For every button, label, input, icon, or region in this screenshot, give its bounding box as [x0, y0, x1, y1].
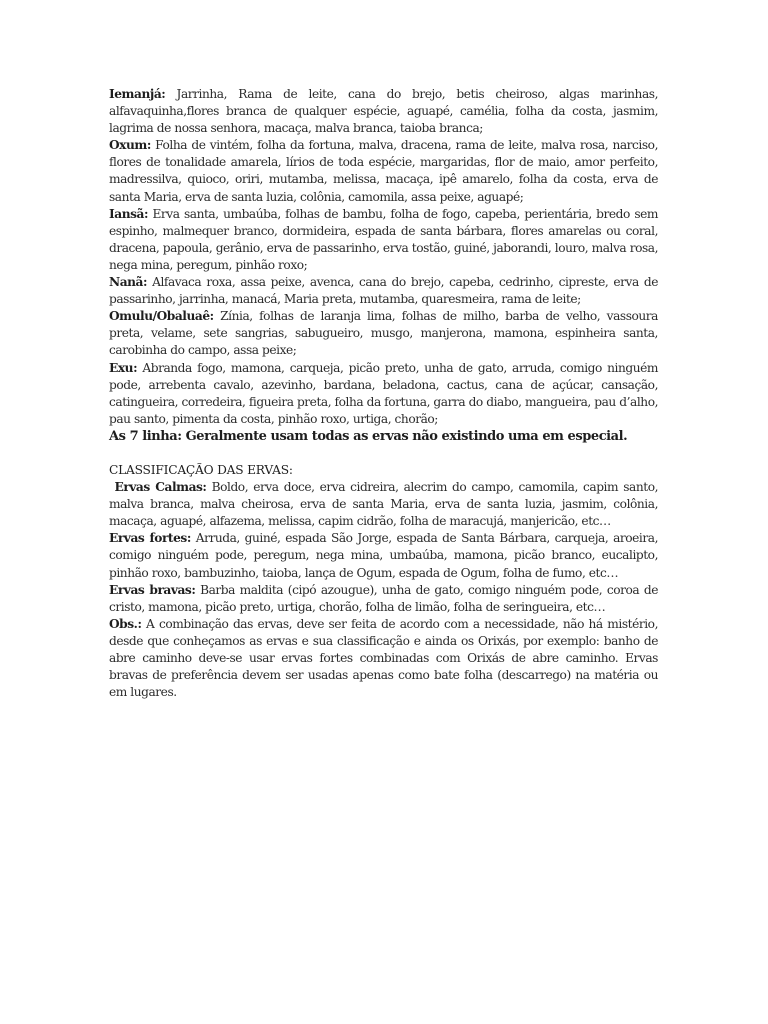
entry-label: Omulu/Obaluaê:: [109, 309, 214, 324]
spacer: [109, 445, 658, 462]
entry-ervas-calmas: [109, 479, 658, 530]
entry-oxum: [109, 137, 658, 205]
entry-text: Folha de vintém, folha da fortuna, malva, dracena, rama de leite, malva rosa, narciso, flores de tonalidade amarela, lírios de toda espécie, margaridas, flor de maio, amor perfeito, madressilva, quioco, oriri, mutamba, melissa, macaça, ipê amarelo, folha da costa, erva de santa Maria, erva de santa luzia, colônia, camomila, assa peixe, aguapé;: [109, 138, 658, 204]
entry-obs: [109, 616, 658, 701]
document-page: [109, 86, 658, 701]
entry-label: Iemanjá:: [109, 87, 166, 101]
entry-label: Exu:: [109, 360, 138, 375]
entry-text: Erva santa, umbaúba, folhas de bambu, folha de fogo, capeba, perientária, bredo sem espinho, malmequer branco, dormideira, espada de santa bárbara, flores amarelas ou coral, dracena, papoula, gerânio, erva de passarinho, erva tostão, guiné, jaborandi, louro, malva rosa, nega mina, peregum, pinhão roxo;: [109, 206, 658, 272]
entry-iansa: [109, 206, 658, 274]
entry-ervas-bravas: [109, 582, 658, 616]
entry-label: Obs.:: [109, 616, 142, 631]
entry-label: Ervas bravas:: [109, 582, 196, 597]
entry-label: Iansã:: [109, 206, 149, 221]
note-7-linha: [109, 428, 658, 445]
entry-text: A combinação das ervas, deve ser feita de acordo com a necessidade, não há mistério, desde que conheçamos as ervas e sua classificação e ainda os Orixás, por exemplo: banho de abre caminho deve-se usar ervas fortes combinadas com Orixás de abre caminho. Ervas bravas de preferência devem ser usadas apenas como bate folha (descarrego) na matéria ou em lugares.: [109, 616, 658, 700]
entry-nana: [109, 274, 658, 308]
entry-text: Barba maldita (cipó azougue), unha de gato, comigo ninguém pode, coroa de cristo, mamona, picão preto, urtiga, chorão, folha de limão, folha de seringueira, etc…: [109, 582, 658, 614]
entry-iemanja: [109, 86, 658, 137]
entry-text: Abranda fogo, mamona, carqueja, picão preto, unha de gato, arruda, comigo ninguém pode, arrebenta cavalo, azevinho, bardana, beladona, cactus, cana de açúcar, cansação, catingueira, corredeira, figueira preta, folha da fortuna, garra do diabo, mangueira, pau d’alho, pau santo, pimenta da costa, pinhão roxo, urtiga, chorão;: [109, 360, 659, 426]
entry-text: Alfavaca roxa, assa peixe, avenca, cana do brejo, capeba, cedrinho, cipreste, erva de passarinho, jarrinha, manacá, Maria preta, mutamba, quaresmeira, rama de leite;: [109, 275, 658, 307]
section-title: CLASSIFICAÇÃO DAS ERVAS:: [109, 462, 293, 477]
entry-text: Arruda, guiné, espada São Jorge, espada de Santa Bárbara, carqueja, aroeira, comigo ninguém pode, peregum, nega mina, umbaúba, mamona, picão branco, eucalipto, pinhão roxo, bambuzinho, taioba, lança de Ogum, espada de Ogum, folha de fumo, etc…: [109, 531, 658, 580]
note-label: As 7 linha:: [109, 428, 182, 444]
entry-label: Nanã:: [109, 275, 148, 290]
entry-text: Zínia, folhas de laranja lima, folhas de milho, barba de velho, vassoura preta, velame, sete sangrias, sabugueiro, musgo, manjerona, mamona, espinheira santa, carobinha do campo, assa peixe;: [109, 309, 658, 358]
entry-exu: [109, 360, 658, 428]
entry-label: Ervas fortes:: [109, 531, 191, 546]
entry-label: Ervas Calmas:: [109, 480, 207, 495]
note-text: Geralmente usam todas as ervas não existindo uma em especial.: [181, 428, 628, 444]
entry-text: Jarrinha, Rama de leite, cana do brejo, betis cheiroso, algas marinhas, alfavaquinha,flores branca de qualquer espécie, aguapé, camélia, folha da costa, jasmim, lagrima de nossa senhora, macaça, malva branca, taioba branca;: [109, 87, 658, 136]
entry-label: Oxum:: [109, 138, 151, 153]
entry-text: Boldo, erva doce, erva cidreira, alecrim do campo, camomila, capim santo, malva branca, malva cheirosa, erva de santa Maria, erva de santa luzia, jasmim, colônia, macaça, aguapé, alfazema, melissa, capim cidrão, folha de maracujá, manjericão, etc…: [109, 480, 659, 529]
entry-omulu-obaluae: [109, 308, 658, 359]
entry-ervas-fortes: [109, 530, 658, 581]
